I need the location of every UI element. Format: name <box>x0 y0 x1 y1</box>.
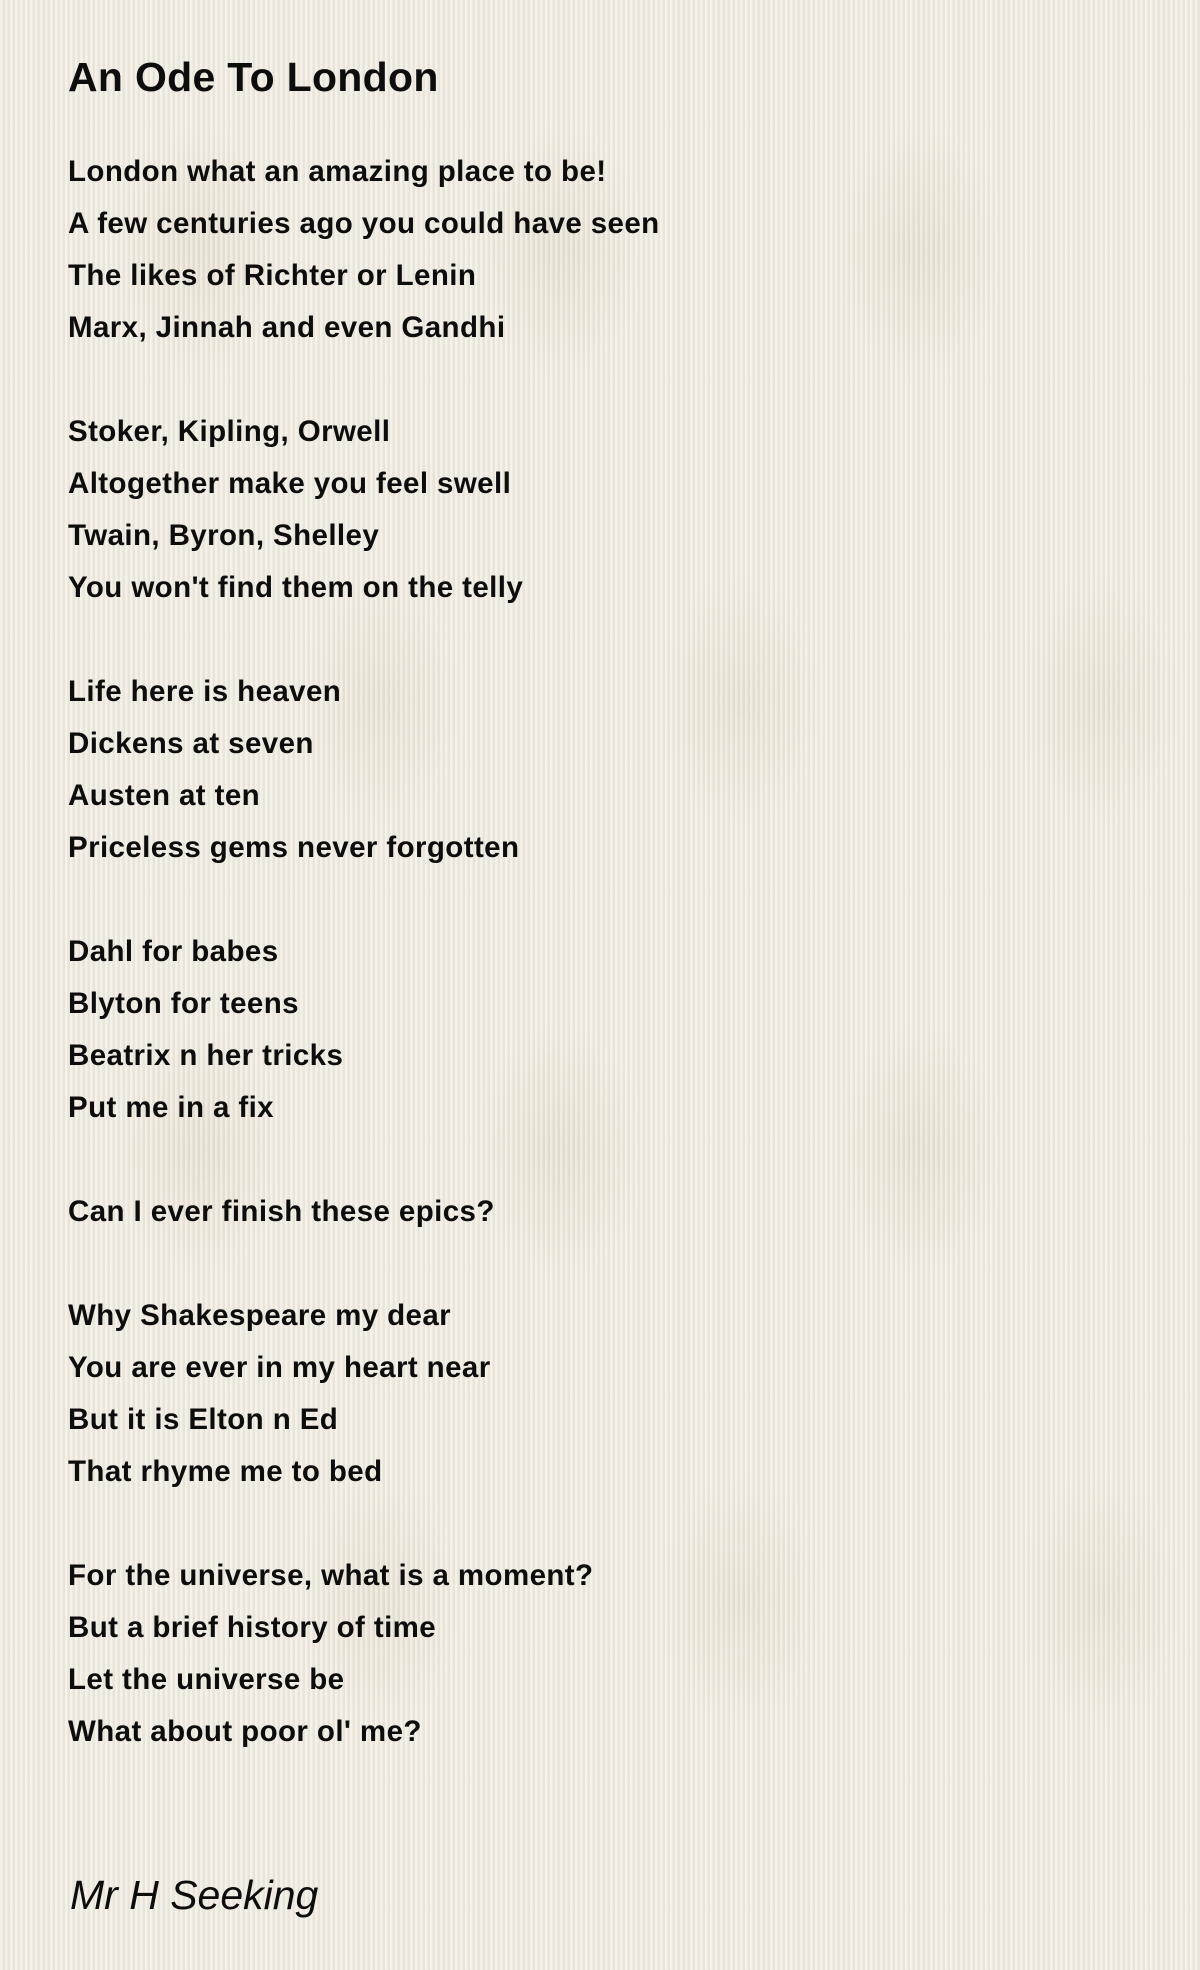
poem-line: Dahl for babes <box>68 935 279 968</box>
poem-body <box>68 146 1128 1758</box>
poem-line: For the universe, what is a moment? <box>68 1559 594 1592</box>
poem-line: The likes of Richter or Lenin <box>68 259 477 292</box>
poem-stanza <box>68 146 1128 354</box>
poem-line: You are ever in my heart near <box>68 1351 491 1384</box>
poem-line: Can I ever finish these epics? <box>68 1195 495 1228</box>
poem-line: But it is Elton n Ed <box>68 1403 339 1436</box>
poem-line: Priceless gems never forgotten <box>68 831 520 864</box>
poem-stanza <box>68 926 1128 1134</box>
poem-line: You won't find them on the telly <box>68 571 524 604</box>
poem-line: Dickens at seven <box>68 727 314 760</box>
poem-line: Blyton for teens <box>68 987 299 1020</box>
poem-line: Life here is heaven <box>68 675 342 708</box>
poem-line: Twain, Byron, Shelley <box>68 519 380 552</box>
poem-line: What about poor ol' me? <box>68 1715 422 1748</box>
poem-line: That rhyme me to bed <box>68 1455 383 1488</box>
poem-stanza <box>68 1186 1128 1238</box>
poem-line: Beatrix n her tricks <box>68 1039 344 1072</box>
poem-line: Austen at ten <box>68 779 261 812</box>
poem-line: Let the universe be <box>68 1663 345 1696</box>
poem-line: Why Shakespeare my dear <box>68 1299 452 1332</box>
poem-stanza <box>68 406 1128 614</box>
poem-stanza <box>68 666 1128 874</box>
poem-line: Marx, Jinnah and even Gandhi <box>68 311 506 344</box>
poem-stanza <box>68 1550 1128 1758</box>
poem-title: An Ode To London <box>68 54 439 100</box>
poem-line: Stoker, Kipling, Orwell <box>68 415 391 448</box>
poem-line: Put me in a fix <box>68 1091 274 1124</box>
poem-stanza <box>68 1290 1128 1498</box>
poem-line: A few centuries ago you could have seen <box>68 207 660 240</box>
poem-author: Mr H Seeking <box>70 1872 319 1918</box>
poem-line: But a brief history of time <box>68 1611 437 1644</box>
poem-page <box>68 50 1128 1810</box>
poem-line: London what an amazing place to be! <box>68 155 607 188</box>
poem-line: Altogether make you feel swell <box>68 467 512 500</box>
